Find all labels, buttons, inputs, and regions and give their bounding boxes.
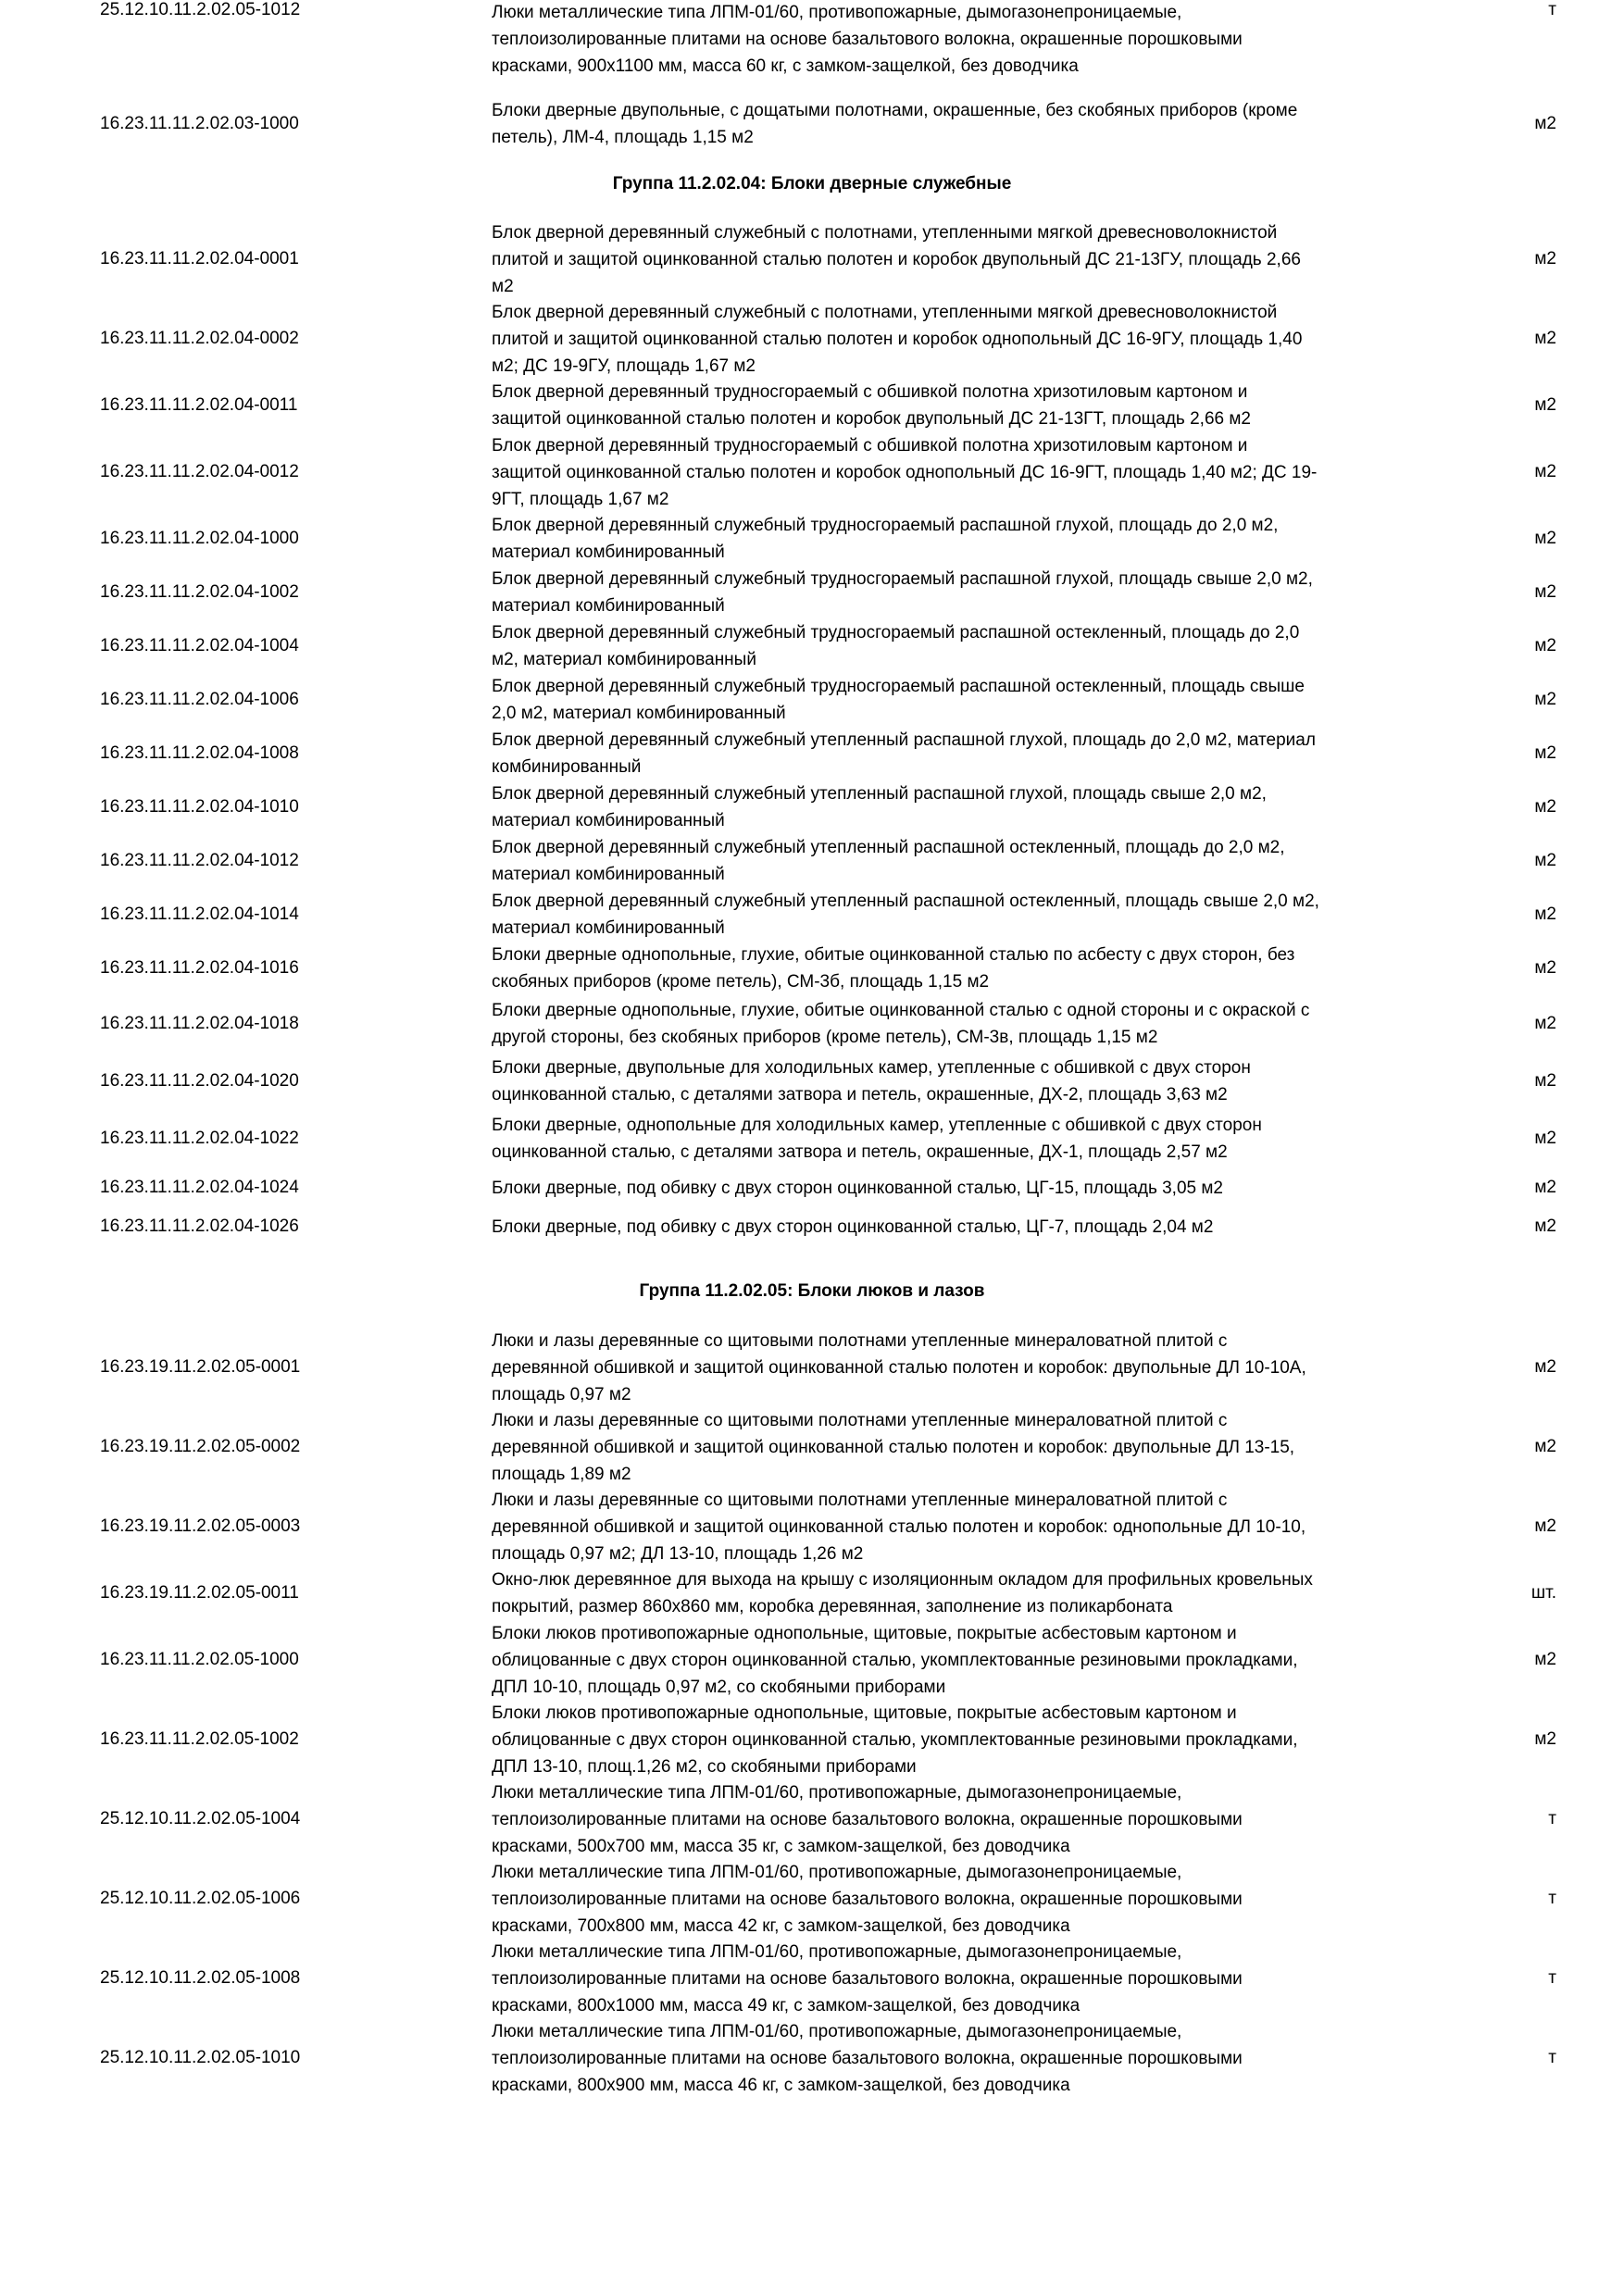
resource-description xyxy=(492,0,1445,80)
description-line: материал комбинированный xyxy=(492,810,725,830)
description-line: Блоки дверные однопольные, глухие, обитые оцинкованной сталью по асбесту с двух сторон, без xyxy=(492,945,1295,965)
description-line: Блок дверной деревянный служебный с полотнами, утепленными мягкой древесноволокнистой xyxy=(492,303,1278,322)
description-line: материал комбинированный xyxy=(492,917,725,938)
unit-of-measure: м2 xyxy=(1534,394,1556,415)
description-line: Блок дверной деревянный служебный трудносгораемый распашной глухой, площадь свыше 2,0 м2, xyxy=(492,569,1313,589)
resource-description xyxy=(492,513,1445,567)
resource-description xyxy=(492,1113,1445,1167)
description-line: Люки и лазы деревянные со щитовыми полотнами утепленные минераловатной плитой с xyxy=(492,1331,1228,1351)
unit-of-measure: м2 xyxy=(1534,742,1556,763)
description-line: Блоки дверные, под обивку с двух сторон оцинкованной сталью, ЦГ-7, площадь 2,04 м2 xyxy=(492,1217,1214,1237)
description-line: оцинкованной сталью, с деталями затвора и петель, окрашенные, ДХ-2, площадь 3,63 м2 xyxy=(492,1084,1228,1104)
unit-of-measure: м2 xyxy=(1534,1650,1556,1670)
description-line: красками, 800х900 мм, масса 46 кг, с замком-защелкой, без доводчика xyxy=(492,2075,1070,2095)
resource-code: 16.23.11.11.2.02.05-1000 xyxy=(100,1650,299,1670)
description-line: деревянной обшивкой и защитой оцинкованной сталью полотен и коробок: двупольные ДЛ 10-10А, xyxy=(492,1357,1306,1378)
description-line: ДПЛ 13-10, площ.1,26 м2, со скобяными приборами xyxy=(492,1756,917,1777)
description-line: комбинированный xyxy=(492,756,642,777)
description-line: Люки металлические типа ЛПМ-01/60, противопожарные, дымогазонепроницаемые, xyxy=(492,2022,1182,2041)
description-line: Блоки дверные однопольные, глухие, обитые оцинкованной сталью с одной стороны и с окраской с xyxy=(492,1001,1310,1020)
description-line: деревянной обшивкой и защитой оцинкованной сталью полотен и коробок: однопольные ДЛ 10-10, xyxy=(492,1516,1306,1537)
resource-code: 16.23.11.11.2.02.04-1012 xyxy=(100,850,299,870)
unit-of-measure: м2 xyxy=(1534,528,1556,548)
resource-code: 16.23.19.11.2.02.05-0002 xyxy=(100,1437,301,1457)
resource-code: 16.23.11.11.2.02.04-1014 xyxy=(100,904,299,924)
description-line: Люки металлические типа ЛПМ-01/60, противопожарные, дымогазонепроницаемые, xyxy=(492,3,1182,22)
resource-description xyxy=(492,220,1445,300)
description-line: петель), ЛМ-4, площадь 1,15 м2 xyxy=(492,127,754,147)
resource-description xyxy=(492,1176,1445,1203)
description-line: скобяных приборов (кроме петель), СМ-3б, площадь 1,15 м2 xyxy=(492,971,990,992)
unit-of-measure: м2 xyxy=(1534,1128,1556,1148)
description-line: Блок дверной деревянный служебный трудносгораемый распашной остекленный, площадь свыше xyxy=(492,677,1305,696)
description-line: площадь 0,97 м2 xyxy=(492,1384,631,1404)
resource-description xyxy=(492,300,1445,380)
resource-description xyxy=(492,1780,1445,1860)
unit-of-measure: м2 xyxy=(1534,635,1556,655)
description-line: облицованные с двух сторон оцинкованной сталью, укомплектованные резиновыми прокладками, xyxy=(492,1650,1298,1670)
unit-of-measure: м2 xyxy=(1534,957,1556,978)
description-line: материал комбинированный xyxy=(492,542,725,562)
description-line: Блоки дверные, однопольные для холодильных камер, утепленные с обшивкой с двух сторон xyxy=(492,1116,1262,1135)
description-line: Блок дверной деревянный служебный с полотнами, утепленными мягкой древесноволокнистой xyxy=(492,223,1278,243)
description-line: Люки металлические типа ЛПМ-01/60, противопожарные, дымогазонепроницаемые, xyxy=(492,1783,1182,1803)
resource-code: 16.23.11.11.2.02.04-1002 xyxy=(100,581,299,602)
unit-of-measure: м2 xyxy=(1534,1729,1556,1750)
resource-code: 16.23.11.11.2.02.04-1020 xyxy=(100,1070,299,1091)
resource-code: 16.23.11.11.2.02.04-1026 xyxy=(100,1217,299,1237)
resource-description xyxy=(492,674,1445,728)
unit-of-measure: м2 xyxy=(1534,113,1556,133)
resource-description xyxy=(492,1329,1445,1408)
resource-code: 16.23.11.11.2.02.04-1000 xyxy=(100,528,299,548)
description-line: площадь 1,89 м2 xyxy=(492,1464,631,1484)
unit-of-measure: м2 xyxy=(1534,462,1556,482)
description-line: теплоизолированные плитами на основе базальтового волокна, окрашенные порошковыми xyxy=(492,1809,1243,1829)
description-line: Блоки дверные, под обивку с двух сторон оцинкованной сталью, ЦГ-15, площадь 3,05 м2 xyxy=(492,1179,1224,1198)
resource-description xyxy=(492,433,1445,513)
resource-description xyxy=(492,98,1445,152)
description-line: красками, 800х1000 мм, масса 49 кг, с замком-защелкой, без доводчика xyxy=(492,1995,1081,2015)
resource-code: 16.23.19.11.2.02.05-0011 xyxy=(100,1582,299,1603)
description-line: 9ГТ, площадь 1,67 м2 xyxy=(492,489,669,509)
description-line: плитой и защитой оцинкованной сталью полотен и коробок двупольный ДС 21-13ГУ, площадь 2,66 xyxy=(492,249,1301,269)
resource-description xyxy=(492,728,1445,781)
group-heading: Группа 11.2.02.05: Блоки люков и лазов xyxy=(639,1281,985,1301)
description-line: 2,0 м2, материал комбинированный xyxy=(492,703,786,723)
resource-code: 16.23.19.11.2.02.05-0003 xyxy=(100,1516,301,1537)
description-line: Блоки люков противопожарные однопольные, щитовые, покрытые асбестовым картоном и xyxy=(492,1624,1237,1643)
description-line: м2; ДС 19-9ГУ, площадь 1,67 м2 xyxy=(492,356,756,376)
description-line: Люки металлические типа ЛПМ-01/60, противопожарные, дымогазонепроницаемые, xyxy=(492,1942,1182,1962)
group-heading: Группа 11.2.02.04: Блоки дверные служебные xyxy=(612,174,1012,193)
unit-of-measure: м2 xyxy=(1534,329,1556,349)
description-line: Блок дверной деревянный служебный утепленный распашной глухой, площадь свыше 2,0 м2, xyxy=(492,784,1267,804)
unit-of-measure: м2 xyxy=(1534,1217,1556,1237)
unit-of-measure: м2 xyxy=(1534,1357,1556,1378)
description-line: Блок дверной деревянный трудносгораемый с обшивкой полотна хризотиловым картоном и xyxy=(492,436,1248,455)
resource-code: 25.12.10.11.2.02.05-1010 xyxy=(100,2048,301,2068)
description-line: теплоизолированные плитами на основе базальтового волокна, окрашенные порошковыми xyxy=(492,1968,1243,1989)
resource-code: 16.23.11.11.2.02.04-0012 xyxy=(100,462,299,482)
description-line: другой стороны, без скобяных приборов (кроме петель), СМ-3в, площадь 1,15 м2 xyxy=(492,1027,1158,1047)
description-line: ДПЛ 10-10, площадь 0,97 м2, со скобяными приборами xyxy=(492,1677,946,1697)
unit-of-measure: м2 xyxy=(1534,689,1556,709)
resource-code: 16.23.11.11.2.02.04-1010 xyxy=(100,796,299,817)
unit-of-measure: т xyxy=(1548,2048,1556,2068)
description-line: Блок дверной деревянный трудносгораемый с обшивкой полотна хризотиловым картоном и xyxy=(492,382,1248,402)
unit-of-measure: м2 xyxy=(1534,796,1556,817)
unit-of-measure: м2 xyxy=(1534,249,1556,269)
unit-of-measure: т xyxy=(1548,1809,1556,1829)
description-line: теплоизолированные плитами на основе базальтового волокна, окрашенные порошковыми xyxy=(492,29,1243,49)
description-line: м2 xyxy=(492,276,514,296)
description-line: Окно-люк деревянное для выхода на крышу с изоляционным окладом для профильных кровельных xyxy=(492,1570,1313,1590)
resource-code: 25.12.10.11.2.02.05-1012 xyxy=(100,0,301,19)
description-line: красками, 500х700 мм, масса 35 кг, с замком-защелкой, без доводчика xyxy=(492,1836,1070,1856)
description-line: материал комбинированный xyxy=(492,864,725,884)
resource-code: 16.23.19.11.2.02.05-0001 xyxy=(100,1357,301,1378)
resource-code: 25.12.10.11.2.02.05-1004 xyxy=(100,1809,301,1829)
description-line: Блок дверной деревянный служебный трудносгораемый распашной остекленный, площадь до 2,0 xyxy=(492,623,1300,643)
resource-code: 16.23.11.11.2.02.04-1016 xyxy=(100,957,299,978)
unit-of-measure: м2 xyxy=(1534,1516,1556,1537)
resource-code: 16.23.11.11.2.02.04-1004 xyxy=(100,635,299,655)
description-line: Люки металлические типа ЛПМ-01/60, противопожарные, дымогазонепроницаемые, xyxy=(492,1863,1182,1882)
unit-of-measure: м2 xyxy=(1534,1437,1556,1457)
unit-of-measure: т xyxy=(1548,1968,1556,1989)
unit-of-measure: шт. xyxy=(1530,1582,1556,1603)
description-line: плитой и защитой оцинкованной сталью полотен и коробок однопольный ДС 16-9ГУ, площадь 1,40 xyxy=(492,329,1303,349)
description-line: Блок дверной деревянный служебный трудносгораемый распашной глухой, площадь до 2,0 м2, xyxy=(492,516,1279,535)
unit-of-measure: м2 xyxy=(1534,1178,1556,1198)
description-line: Блоки дверные, двупольные для холодильных камер, утепленные с обшивкой с двух сторон xyxy=(492,1058,1251,1078)
unit-of-measure: м2 xyxy=(1534,1013,1556,1033)
unit-of-measure: м2 xyxy=(1534,581,1556,602)
resource-description xyxy=(492,1860,1445,1940)
description-line: деревянной обшивкой и защитой оцинкованной сталью полотен и коробок: двупольные ДЛ 13-15, xyxy=(492,1437,1295,1457)
resource-description xyxy=(492,1215,1445,1242)
unit-of-measure: м2 xyxy=(1534,850,1556,870)
resource-description xyxy=(492,380,1445,433)
unit-of-measure: т xyxy=(1548,1889,1556,1909)
unit-of-measure: м2 xyxy=(1534,1070,1556,1091)
resource-code: 16.23.11.11.2.02.03-1000 xyxy=(100,113,299,133)
description-line: теплоизолированные плитами на основе базальтового волокна, окрашенные порошковыми xyxy=(492,2048,1243,2068)
resource-code: 25.12.10.11.2.02.05-1006 xyxy=(100,1889,301,1909)
resource-code: 16.23.11.11.2.02.04-0001 xyxy=(100,249,299,269)
resource-description xyxy=(492,1621,1445,1701)
description-line: защитой оцинкованной сталью полотен и коробок двупольный ДС 21-13ГТ, площадь 2,66 м2 xyxy=(492,408,1251,429)
resource-code: 25.12.10.11.2.02.05-1008 xyxy=(100,1968,301,1989)
description-line: Блок дверной деревянный служебный утепленный распашной глухой, площадь до 2,0 м2, материал xyxy=(492,730,1316,750)
description-line: Люки и лазы деревянные со щитовыми полотнами утепленные минераловатной плитой с xyxy=(492,1411,1228,1430)
resource-code: 16.23.11.11.2.02.04-0011 xyxy=(100,394,298,415)
unit-of-measure: м2 xyxy=(1534,904,1556,924)
resource-description xyxy=(492,889,1445,942)
description-line: м2, материал комбинированный xyxy=(492,649,756,669)
description-line: Блок дверной деревянный служебный утепленный распашной остекленный, площадь свыше 2,0 м2, xyxy=(492,892,1319,911)
resource-description xyxy=(492,1488,1445,1567)
resource-description xyxy=(492,1408,1445,1488)
resource-description xyxy=(492,998,1445,1052)
resource-description xyxy=(492,2019,1445,2099)
description-line: площадь 0,97 м2; ДЛ 13-10, площадь 1,26 м2 xyxy=(492,1543,864,1564)
description-line: Блок дверной деревянный служебный утепленный распашной остекленный, площадь до 2,0 м2, xyxy=(492,838,1285,857)
description-line: оцинкованной сталью, с деталями затвора и петель, окрашенные, ДХ-1, площадь 2,57 м2 xyxy=(492,1142,1228,1162)
resource-code: 16.23.11.11.2.02.04-1024 xyxy=(100,1178,299,1198)
description-line: красками, 700х800 мм, масса 42 кг, с замком-защелкой, без доводчика xyxy=(492,1915,1070,1936)
unit-of-measure: т xyxy=(1548,0,1556,19)
resource-code: 16.23.11.11.2.02.05-1002 xyxy=(100,1729,299,1750)
description-line: защитой оцинкованной сталью полотен и коробок однопольный ДС 16-9ГТ, площадь 1,40 м2; ДС 19- xyxy=(492,462,1318,482)
description-line: облицованные с двух сторон оцинкованной сталью, укомплектованные резиновыми прокладками, xyxy=(492,1729,1298,1750)
resource-code: 16.23.11.11.2.02.04-1008 xyxy=(100,742,299,763)
resource-code: 16.23.11.11.2.02.04-0002 xyxy=(100,329,299,349)
resource-description xyxy=(492,781,1445,835)
resource-code: 16.23.11.11.2.02.04-1006 xyxy=(100,689,299,709)
description-line: Блоки дверные двупольные, с дощатыми полотнами, окрашенные, без скобяных приборов (кроме xyxy=(492,101,1298,120)
description-line: материал комбинированный xyxy=(492,595,725,616)
resource-description xyxy=(492,1055,1445,1109)
description-line: покрытий, размер 860х860 мм, коробка деревянная, заполнение из поликарбоната xyxy=(492,1596,1173,1616)
resource-description xyxy=(492,835,1445,889)
resource-description xyxy=(492,942,1445,996)
resource-code: 16.23.11.11.2.02.04-1022 xyxy=(100,1128,299,1148)
resource-description xyxy=(492,620,1445,674)
description-line: красками, 900х1100 мм, масса 60 кг, с замком-защелкой, без доводчика xyxy=(492,56,1079,76)
resource-description xyxy=(492,567,1445,620)
resource-code: 16.23.11.11.2.02.04-1018 xyxy=(100,1013,299,1033)
description-line: теплоизолированные плитами на основе базальтового волокна, окрашенные порошковыми xyxy=(492,1889,1243,1909)
resource-description xyxy=(492,1940,1445,2019)
resource-description xyxy=(492,1701,1445,1780)
description-line: Блоки люков противопожарные однопольные, щитовые, покрытые асбестовым картоном и xyxy=(492,1703,1237,1723)
description-line: Люки и лазы деревянные со щитовыми полотнами утепленные минераловатной плитой с xyxy=(492,1491,1228,1510)
resource-description xyxy=(492,1567,1445,1621)
